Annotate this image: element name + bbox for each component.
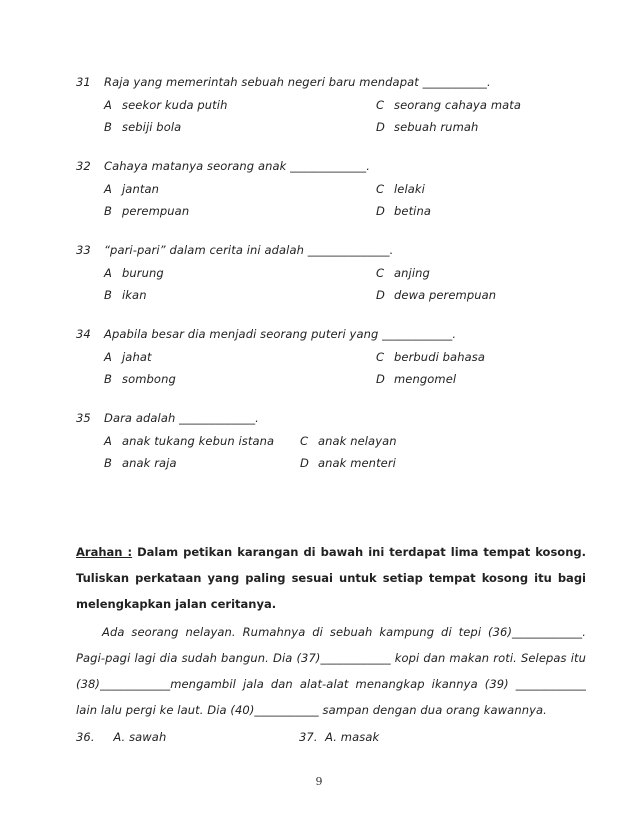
instruction-text: Dalam petikan karangan di bawah ini terdapat lima tempat kosong. Tuliskan perkataan yang paling sesuai untuk setiap tempat kosong itu bagi melengkapkan jalan ceritanya. <box>76 545 586 611</box>
passage-text: Ada seorang nelayan. Rumahnya di sebuah kampung di tepi (36)____________. Pagi-pagi lagi dia sudah bangun. Dia (37)____________ kopi dan makan roti. Selepas itu (38)____________mengambil jala dan alat-alat menangkap ikannya (39) ____________ lain lalu pergi ke laut. Dia (40)___________ sampan dengan dua orang kawannya. <box>76 625 586 717</box>
option-a: A burung <box>104 266 164 280</box>
answer-37 <box>299 730 379 744</box>
option-b: B ikan <box>104 288 147 302</box>
option-b: B perempuan <box>104 204 190 218</box>
question-stem: Cahaya matanya seorang anak _____________. <box>104 159 370 173</box>
passage <box>76 619 586 723</box>
instruction <box>76 539 586 617</box>
option-d: D dewa perempuan <box>376 288 497 302</box>
question-32 <box>76 159 596 239</box>
option-a: A seekor kuda putih <box>104 98 228 112</box>
option-d: D betina <box>376 204 432 218</box>
option-c: C anjing <box>376 266 430 280</box>
question-number: 31 <box>76 75 91 89</box>
question-number: 33 <box>76 243 91 257</box>
question-stem: Dara adalah _____________. <box>104 411 259 425</box>
option-d: D anak menteri <box>300 456 396 470</box>
question-stem: “pari-pari” dalam cerita ini adalah ______________. <box>104 243 394 257</box>
question-number: 35 <box>76 411 91 425</box>
option-d: D mengomel <box>376 372 457 386</box>
option-c: C seorang cahaya mata <box>376 98 522 112</box>
question-34 <box>76 327 596 407</box>
question-number: 34 <box>76 327 91 341</box>
option-c: C anak nelayan <box>300 434 397 448</box>
option-d: D sebuah rumah <box>376 120 479 134</box>
answer-choice: A. masak <box>325 730 380 744</box>
question-33 <box>76 243 596 323</box>
option-a: A jantan <box>104 182 159 196</box>
answer-number: 36. <box>76 730 95 744</box>
answer-36 <box>76 730 166 744</box>
option-b: B anak raja <box>104 456 177 470</box>
option-b: B sebiji bola <box>104 120 182 134</box>
question-31 <box>76 75 596 155</box>
option-b: B sombong <box>104 372 176 386</box>
question-stem: Raja yang memerintah sebuah negeri baru mendapat ___________. <box>104 75 491 89</box>
page-number: 9 <box>315 775 323 788</box>
option-a: A jahat <box>104 350 152 364</box>
question-stem: Apabila besar dia menjadi seorang puteri yang ____________. <box>104 327 457 341</box>
answer-choice: A. sawah <box>113 730 167 744</box>
question-number: 32 <box>76 159 91 173</box>
answer-number: 37. <box>299 730 318 744</box>
option-c: C lelaki <box>376 182 425 196</box>
option-a: A anak tukang kebun istana <box>104 434 275 448</box>
instruction-label: Arahan : <box>76 545 133 559</box>
question-35 <box>76 411 596 491</box>
option-c: C berbudi bahasa <box>376 350 485 364</box>
